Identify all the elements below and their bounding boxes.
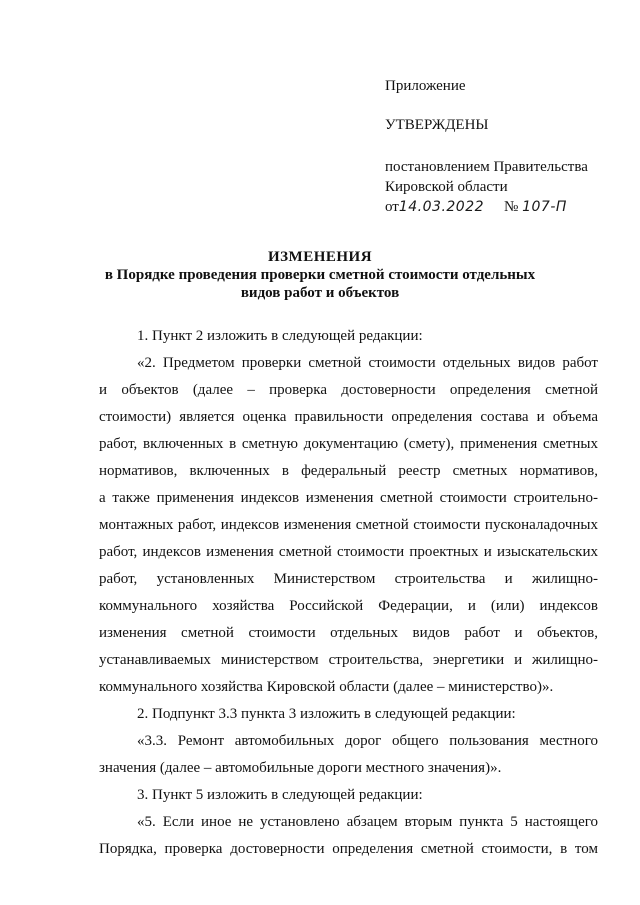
body-line: 1. Пункт 2 изложить в следующей редакции: — [137, 328, 423, 344]
body-line: изменения сметной стоимости отдельных видов работ и объектов, — [99, 625, 598, 641]
title-main: ИЗМЕНЕНИЯ — [267, 249, 373, 265]
date-prefix: от — [385, 199, 399, 215]
decree-line-2: Кировской области — [385, 179, 508, 195]
approval-block — [385, 76, 625, 217]
body-line: коммунального хозяйства Кировской области (далее – министерство)». — [99, 679, 554, 695]
number-prefix: № — [504, 199, 519, 215]
body-line: «3.3. Ремонт автомобильных дорог общего пользования местного — [137, 733, 598, 749]
body-line: работ, индексов изменения сметной стоимости проектных и изыскательских — [99, 544, 598, 560]
body-line: 3. Пункт 5 изложить в следующей редакции: — [137, 787, 423, 803]
body-line: Порядка, проверка достоверности определения сметной стоимости, в том — [99, 841, 598, 857]
body-line: и объектов (далее – проверка достоверности определения сметной — [99, 382, 598, 398]
body-line: монтажных работ, индексов изменения сметной стоимости пусконаладочных — [99, 517, 598, 533]
body-line: «5. Если иное не установлено абзацем вторым пункта 5 настоящего — [137, 814, 598, 830]
body-line: значения (далее – автомобильные дороги местного значения)». — [99, 760, 502, 776]
document-body — [99, 323, 598, 863]
handwritten-number: 107-П — [522, 199, 567, 215]
decree-line-1: постановлением Правительства — [385, 159, 588, 175]
body-line: 2. Подпункт 3.3 пункта 3 изложить в следующей редакции: — [137, 706, 516, 722]
title-subtitle-line-2: видов работ и объектов — [240, 285, 400, 301]
body-line: устанавливаемых министерством строительства, энергетики и жилищно- — [99, 652, 598, 668]
body-line: коммунального хозяйства Российской Федерации, и (или) индексов — [99, 598, 598, 614]
body-line: «2. Предметом проверки сметной стоимости отдельных видов работ — [137, 355, 598, 371]
body-line: а также применения индексов изменения сметной стоимости строительно- — [99, 490, 598, 506]
body-line: работ, включенных в сметную документацию (смету), применения сметных — [99, 436, 598, 452]
body-line: нормативов, включенных в федеральный реестр сметных нормативов, — [99, 463, 598, 479]
handwritten-date: 14.03.2022 — [398, 199, 485, 215]
date-number-line — [385, 197, 625, 217]
body-line: работ, установленных Министерством строительства и жилищно- — [99, 571, 598, 587]
title-subtitle-line-1: в Порядке проведения проверки сметной стоимости отдельных — [104, 267, 536, 283]
document-title — [60, 248, 580, 302]
approved-label: УТВЕРЖДЕНЫ — [385, 117, 489, 133]
body-line: стоимости) является оценка правильности определения состава и объема — [99, 409, 598, 425]
annex-label: Приложение — [385, 78, 466, 94]
